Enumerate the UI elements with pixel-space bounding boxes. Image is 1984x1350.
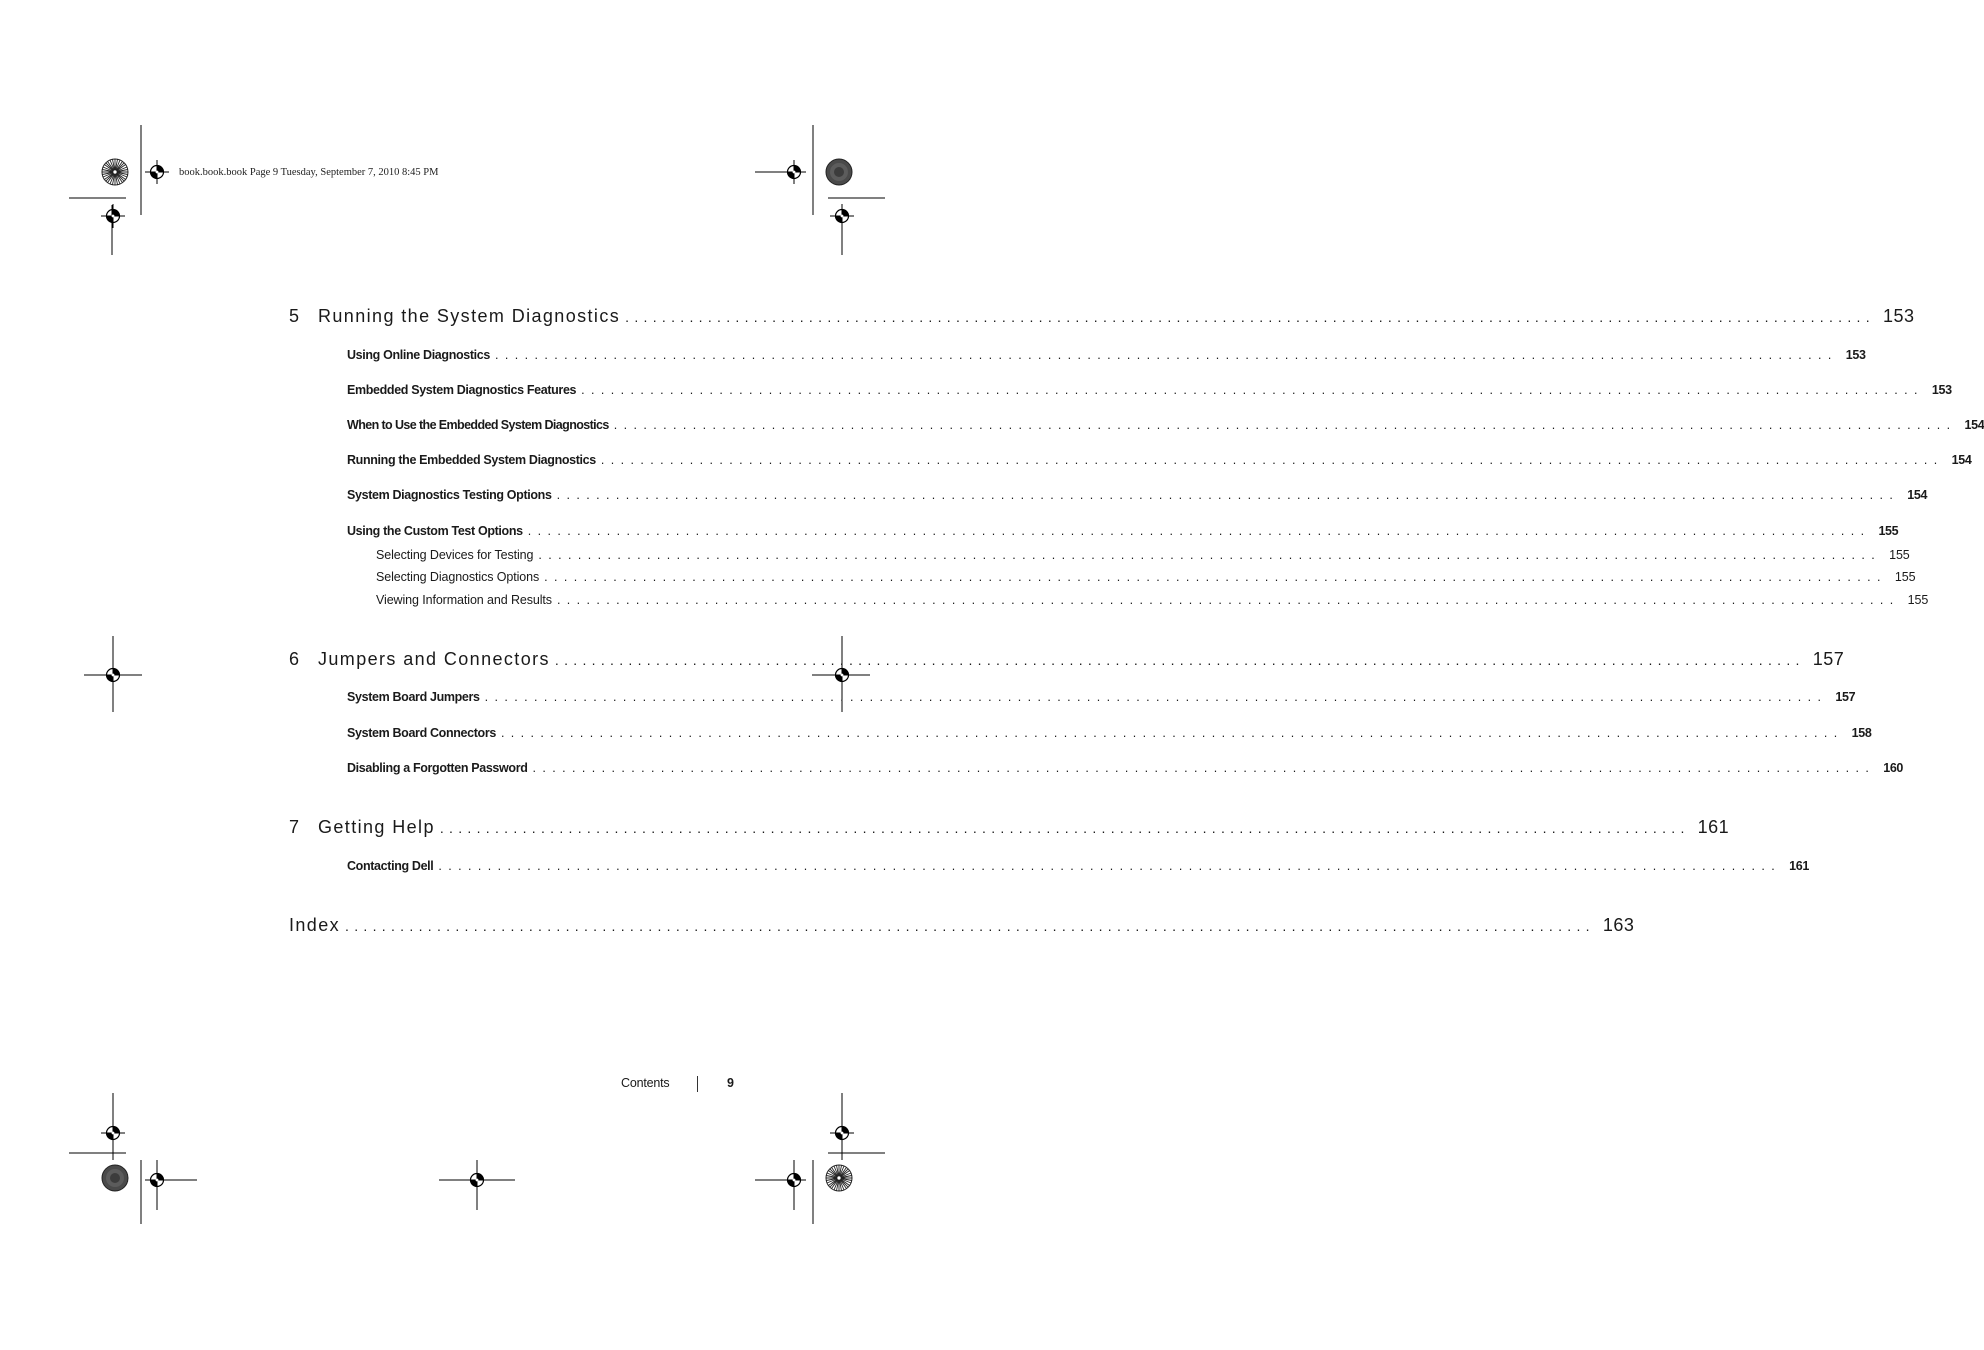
toc-entry[interactable] [347,690,1856,704]
dot-leader: ........................................................................................................................................ [625,309,1875,325]
dot-leader: ........................................................................................................................................ [544,570,1887,584]
toc-entry[interactable] [347,859,1809,873]
chapter-page: 157 [1812,649,1845,669]
chapter-number: 6 [289,649,301,669]
entry-page: 153 [1845,348,1866,362]
toc-entry[interactable] [347,524,1899,538]
index-page: 163 [1602,915,1635,935]
registration-crosshair [101,204,125,228]
entry-title: Running the Embedded System Diagnostics [347,453,596,467]
registration-crosshair [101,663,125,687]
dot-leader: ........................................................................................................................................ [581,383,1924,397]
registration-crosshair [782,1168,806,1192]
dot-leader: ........................................................................................................................................ [439,820,1690,836]
dot-leader: ........................................................................................................................................ [500,726,1844,740]
registration-crosshair [101,1121,125,1145]
grayscale-registration-mark [102,1165,128,1191]
toc-chapter-7[interactable] [289,817,1730,838]
printer-marks [0,0,954,1350]
dot-leader: ........................................................................................................................................ [554,652,1805,668]
dot-leader: ........................................................................................................................................ [484,690,1828,704]
entry-title: Disabling a Forgotten Password [347,761,528,775]
grayscale-registration-mark [826,159,852,185]
entry-title: Embedded System Diagnostics Features [347,383,577,397]
registration-crosshair [465,1168,489,1192]
toc-entry[interactable] [347,453,1972,467]
subentry-title: Selecting Devices for Testing [376,548,534,562]
toc-entry[interactable] [347,383,1952,397]
entry-page: 154 [1964,418,1984,432]
toc-index[interactable] [289,915,1635,936]
toc-entry[interactable] [347,726,1872,740]
toc-subentry[interactable] [376,570,1916,584]
footer-page-number: 9 [727,1076,734,1090]
subentry-page: 155 [1907,593,1929,607]
registration-crosshair [145,160,169,184]
entry-title: System Board Connectors [347,726,496,740]
entry-title: Contacting Dell [347,859,434,873]
entry-page: 160 [1883,761,1904,775]
chapter-number: 5 [289,306,301,326]
subentry-page: 155 [1894,570,1916,584]
entry-title: Using the Custom Test Options [347,524,523,538]
dot-leader: ........................................................................................................................................ [532,761,1876,775]
entry-title: When to Use the Embedded System Diagnostics [347,418,609,432]
chapter-page: 161 [1697,817,1730,837]
dot-leader: ........................................................................................................................................ [538,548,1882,562]
index-title: Index [289,915,341,935]
toc-subentry[interactable] [376,593,1929,607]
subentry-title: Viewing Information and Results [376,593,552,607]
toc-entry[interactable] [347,761,1904,775]
entry-page: 157 [1835,690,1856,704]
toc-entry[interactable] [347,418,1984,432]
entry-title: System Diagnostics Testing Options [347,488,552,502]
chapter-number: 7 [289,817,301,837]
entry-page: 158 [1851,726,1872,740]
chapter-title: Running the System Diagnostics [318,306,621,326]
entry-page: 154 [1951,453,1972,467]
dot-leader: ........................................................................................................................................ [438,859,1782,873]
chapter-title: Getting Help [318,817,435,837]
dot-leader: ........................................................................................................................................ [556,488,1900,502]
entry-title: System Board Jumpers [347,690,480,704]
entry-page: 155 [1878,524,1899,538]
toc-subentry[interactable] [376,548,1910,562]
dot-leader: ........................................................................................................................................ [527,524,1871,538]
chapter-page: 153 [1882,306,1915,326]
entry-page: 154 [1907,488,1928,502]
registration-crosshair [782,160,806,184]
dot-leader: ........................................................................................................................................ [556,593,1900,607]
subentry-page: 155 [1889,548,1910,562]
footer-section-label: Contents [621,1076,670,1090]
chapter-title: Jumpers and Connectors [318,649,550,669]
subentry-title: Selecting Diagnostics Options [376,570,540,584]
toc-entry[interactable] [347,488,1928,502]
entry-page: 153 [1931,383,1952,397]
registration-crosshair [830,1121,854,1145]
registration-crosshair [145,1168,169,1192]
print-slug: book.book.book Page 9 Tuesday, September 7, 2010 8:45 PM [179,167,439,178]
registration-crosshair [830,204,854,228]
footer-divider [697,1076,698,1092]
dot-leader: ........................................................................................................................................ [345,918,1595,934]
dot-leader: ........................................................................................................................................ [600,453,1944,467]
entry-page: 161 [1789,859,1809,873]
toc-chapter-6[interactable] [289,649,1845,670]
entry-title: Using Online Diagnostics [347,348,491,362]
toc-entry[interactable] [347,348,1866,362]
dot-leader: ........................................................................................................................................ [613,418,1957,432]
toc-chapter-5[interactable] [289,306,1915,327]
color-registration-mark [102,159,128,185]
dot-leader: ........................................................................................................................................ [495,348,1838,362]
color-registration-mark [826,1165,852,1191]
